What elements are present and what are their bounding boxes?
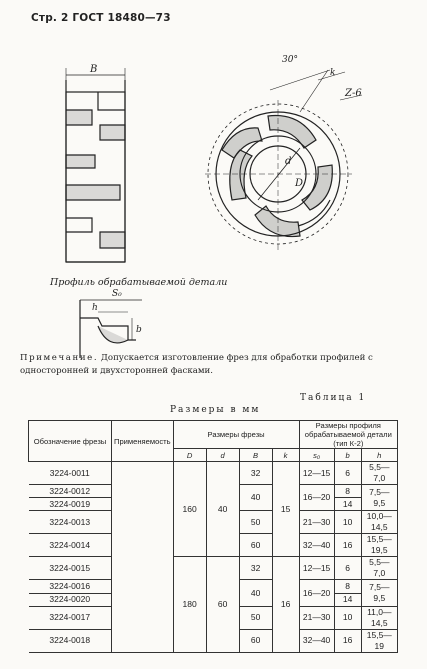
cell-code: 3224-0017 (29, 606, 112, 629)
cell-code: 3224-0016 (29, 580, 112, 593)
label-h: h (92, 303, 98, 313)
cell-D: 160 (173, 462, 206, 557)
dimensions-table (28, 420, 398, 653)
cell-h: 7,5—9,5 (361, 580, 397, 606)
cell-code: 3224-0014 (29, 534, 112, 557)
cell-code: 3224-0018 (29, 629, 112, 652)
cell-b: 14 (334, 498, 361, 511)
label-b: b (136, 325, 142, 335)
header-profile-dims: Размеры профиля обрабатываемой детали (тип К-2) (299, 421, 397, 449)
label-k: k (330, 68, 336, 78)
header-d: d (206, 449, 239, 462)
table-number: Таблица 1 (300, 393, 367, 403)
label-B: B (90, 64, 98, 75)
cell-s0: 21—30 (299, 511, 334, 534)
cell-b: 16 (334, 629, 361, 652)
cell-h: 7,5—9,5 (361, 485, 397, 511)
label-s0: S₀ (112, 289, 122, 299)
header-k: k (272, 449, 299, 462)
cell-h: 5,5—7,0 (361, 462, 397, 485)
cell-k: 16 (272, 557, 299, 652)
cell-code: 3224-0011 (29, 462, 112, 485)
cell-code: 3224-0012 (29, 485, 112, 498)
header-B: B (239, 449, 272, 462)
cell-s0: 12—15 (299, 462, 334, 485)
cell-B: 50 (239, 606, 272, 629)
cell-B: 50 (239, 511, 272, 534)
cell-h: 5,5—7,0 (361, 557, 397, 580)
header-designation: Обозначение фрезы (29, 421, 112, 462)
table-row (29, 462, 398, 485)
side-view (66, 68, 125, 262)
cell-s0: 32—40 (299, 534, 334, 557)
header-application: Применяемость (112, 421, 174, 462)
front-view (205, 70, 362, 250)
cell-h: 15,5—19,5 (361, 534, 397, 557)
note-paragraph (20, 352, 415, 378)
cell-code: 3224-0015 (29, 557, 112, 580)
label-D: D (295, 178, 304, 189)
header-s0: s₀ (299, 449, 334, 462)
cell-B: 32 (239, 557, 272, 580)
label-z: Z-6 (345, 88, 362, 99)
cutter-drawing (0, 30, 427, 360)
cell-h: 10,0—14,5 (361, 511, 397, 534)
page-header: Стр. 2 ГОСТ 18480—73 (31, 12, 171, 24)
cell-k: 15 (272, 462, 299, 557)
cell-h: 15,5—19 (361, 629, 397, 652)
cell-b: 6 (334, 462, 361, 485)
cell-B: 60 (239, 534, 272, 557)
cell-b: 10 (334, 606, 361, 629)
cell-code: 3224-0013 (29, 511, 112, 534)
header-h: h (361, 449, 397, 462)
profile-caption: Профиль обрабатываемой детали (50, 277, 228, 288)
header-cutter-dims: Размеры фрезы (173, 421, 299, 449)
cell-B: 32 (239, 462, 272, 485)
header-D: D (173, 449, 206, 462)
cell-b: 8 (334, 485, 361, 498)
profile-view (80, 300, 142, 358)
label-angle: 30° (282, 55, 298, 65)
note-label: Примечание. (20, 353, 99, 363)
cell-b: 14 (334, 593, 361, 606)
header-b: b (334, 449, 361, 462)
cell-B: 40 (239, 580, 272, 606)
dimensions-unit: Размеры в мм (170, 405, 261, 415)
cell-code: 3224-0020 (29, 593, 112, 606)
cell-B: 40 (239, 485, 272, 511)
cell-s0: 16—20 (299, 485, 334, 511)
cell-b: 16 (334, 534, 361, 557)
cell-s0: 12—15 (299, 557, 334, 580)
cell-b: 8 (334, 580, 361, 593)
cell-s0: 21—30 (299, 606, 334, 629)
cell-d: 40 (206, 462, 239, 557)
cell-b: 10 (334, 511, 361, 534)
table-row (29, 557, 398, 580)
cell-B: 60 (239, 629, 272, 652)
cell-D: 180 (173, 557, 206, 652)
note-text: Допускается изготовление фрез для обработки профилей с односторонней и двухсторонней фасками. (20, 353, 373, 376)
cell-d: 60 (206, 557, 239, 652)
cell-s0: 16—20 (299, 580, 334, 606)
label-d: d (285, 156, 292, 167)
cell-s0: 32—40 (299, 629, 334, 652)
cell-h: 11,0—14,5 (361, 606, 397, 629)
cell-code: 3224-0019 (29, 498, 112, 511)
cell-application (112, 462, 174, 653)
cell-b: 6 (334, 557, 361, 580)
